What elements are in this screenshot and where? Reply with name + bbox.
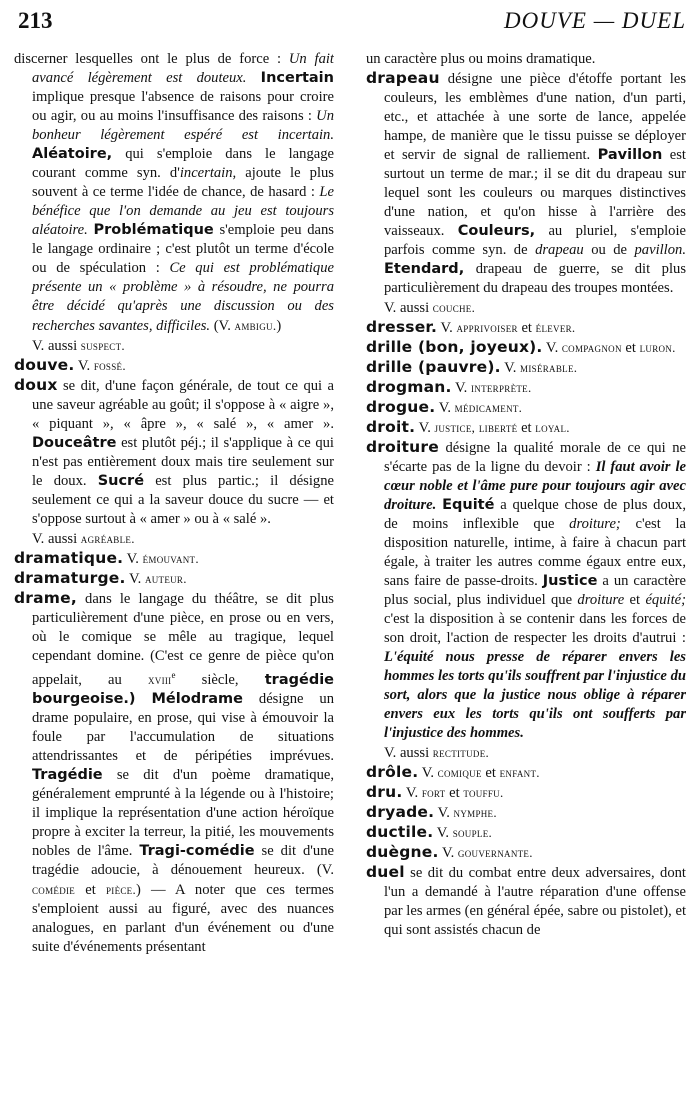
see-also: V. aussi couche.	[384, 300, 476, 316]
entry-douve: douve. V. fossé.	[14, 356, 126, 374]
headword: drôle.	[366, 763, 419, 781]
see-also: V. aussi agréable.	[32, 531, 135, 547]
headword: droit.	[366, 418, 416, 436]
entry-drapeau: drapeau désigne une pièce d'étoffe portant les couleurs, les emblèmes d'une nation, d'un parti, etc., et attachée à une sorte de lance, appelée hampe, de manière que le tissu puisse se déployer et servir de signal de ralliement. Pavillon est surtout un terme de mar.; il se dit du drapeau sur lequel sont les couleurs ou marques distinctives d'une nation, et qu'on hisse à l'arrière des vaisseaux. Couleurs, au pluriel, s'emploie parfois comme syn. de drapeau ou de pavillon. Etendard, drapeau de guerre, se dit plus particulièrement du drapeau des troupes montées.	[366, 69, 686, 296]
headword: dru.	[366, 783, 403, 801]
headword: douve.	[14, 356, 75, 374]
entry-duel: duel se dit du combat entre deux adversaires, dont l'un a demandé à l'autre réparation d'une offense par les armes (en général épée, sabre ou pistolet), et qui sont assistés chacun de	[366, 863, 686, 938]
page-header	[14, 6, 686, 36]
entry-drille-bon: drille (bon, joyeux). V. compagnon et luron.	[366, 338, 676, 356]
headword: dryade.	[366, 803, 435, 821]
entry-doux: doux se dit, d'une façon générale, de tout ce qui a une saveur agréable au goût; il s'oppose à « aigre », « piquant », « âpre », « salé », « amer ». Douceâtre est plutôt péj.; il s'applique à ce qui n'est pas entièrement doux mais tire seulement sur le doux. Sucré est plus partic.; il désigne seulement ce qui a la saveur douce du sucre — et s'oppose surtout à « amer » ou à « salé ».	[14, 376, 334, 527]
entry-duegne: duègne. V. gouvernante.	[366, 843, 533, 861]
see-also: V. aussi suspect.	[32, 338, 125, 354]
entry-dramaturge: dramaturge. V. auteur.	[14, 569, 187, 587]
headword: duel	[366, 863, 405, 881]
headword: drapeau	[366, 69, 440, 87]
entry-dryade: dryade. V. nymphe.	[366, 803, 497, 821]
page-number: 213	[18, 8, 53, 33]
headword: duègne.	[366, 843, 439, 861]
entry-ductile: ductile. V. souple.	[366, 823, 493, 841]
entry-continuation: un caractère plus ou moins dramatique.	[366, 51, 596, 67]
entry-drogue: drogue. V. médicament.	[366, 398, 523, 416]
entry-dru: dru. V. fort et touffu.	[366, 783, 504, 801]
running-title: DOUVE — DUEL	[504, 8, 686, 33]
entry-drogman: drogman. V. interprète.	[366, 378, 532, 396]
headword: drame,	[14, 589, 77, 607]
headword: drille (bon, joyeux).	[366, 338, 543, 356]
headword: dramaturge.	[14, 569, 126, 587]
headword: drogman.	[366, 378, 452, 396]
headword: drogue.	[366, 398, 436, 416]
headword: droiture	[366, 438, 439, 456]
headword: doux	[14, 376, 58, 394]
entry-dresser: dresser. V. apprivoiser et élever.	[366, 318, 576, 336]
entry-drame: drame, dans le langage du théâtre, se dit plus particulièrement d'une pièce, en prose ou en vers, où le comique se mêle au tragique, lequel cependant domine. (C'est ce genre de pièce qu'on appelait, au xviii$^e$ siècle, tragédie bourgeoise.) Mélodrame désigne un drame populaire, en prose, qui vise à émouvoir la foule par l'accumulation de situations attendrissantes et de péripéties imprévues. Tragédie se dit d'un poème dramatique, généralement emprunté à la légende ou à l'histoire; il implique la représentation d'une action héroïque propre à exciter la terreur, la pitié, les mouvements nobles de l'âme. Tragi-comédie se dit d'une tragédie adoucie, à dénouement heureux. (V. comédie et pièce.) — A noter que ces termes s'emploient aussi au figuré, avec des nuances analogues, en parlant d'un événement ou d'une suite d'événements présentant	[14, 589, 334, 955]
entry-drille-pauvre: drille (pauvre). V. misérable.	[366, 358, 578, 376]
entry-drole: drôle. V. comique et enfant.	[366, 763, 540, 781]
headword: dramatique.	[14, 549, 124, 567]
headword: dresser.	[366, 318, 438, 336]
left-column	[14, 50, 334, 1110]
entry-continuation: discerner lesquelles ont le plus de force : Un fait avancé légèrement est douteux. Incertain implique presque l'absence de raisons pour croire ou agir, ou au moins l'insuffisance des raisons : Un bonheur légèrement espéré est incertain. Aléatoire, qui s'emploie dans le langage courant comme syn. d'incertain, ajoute le plus souvent à ce terme l'idée de chance, de hasard : Le bénéfice que l'on demande au jeu est toujours aléatoire. Problématique s'emploie peu dans le langage ordinaire ; c'est plutôt un terme d'école ou de spéculation : Ce qui est problématique présente un « problème » à résoudre, ne pourra être décidé qu'après une discussion ou des recherches savantes, difficiles. (V. ambigu.)	[14, 51, 334, 334]
entry-droiture: droiture désigne la qualité morale de ce qui ne s'écarte pas de la ligne du devoir : Il faut avoir le cœur noble et l'âme pure pour toujours agir avec droiture. Equité a quelque chose de plus doux, de moins inflexible que droiture; c'est la disposition naturelle, intime, à faire à chacun part égale, à traiter les autres comme égaux entre eux, sans faire de passe-droits. Justice a un caractère plus social, plus individuel que droiture et équité; c'est la disposition à se contenir dans les forces de son droit, l'action de respecter les droits d'autrui : L'équité nous presse de réparer envers les hommes les torts qu'ils souffrent par l'injustice du sort, alors que la justice nous oblige à réparer envers eux les torts qu'ils ont soufferts par l'injustice des hommes.	[366, 438, 686, 741]
headword: ductile.	[366, 823, 434, 841]
entry-dramatique: dramatique. V. émouvant.	[14, 549, 199, 567]
headword: drille (pauvre).	[366, 358, 501, 376]
entry-droit: droit. V. justice, liberté et loyal.	[366, 418, 570, 436]
see-also: V. aussi rectitude.	[384, 745, 490, 761]
right-column	[366, 50, 686, 1110]
